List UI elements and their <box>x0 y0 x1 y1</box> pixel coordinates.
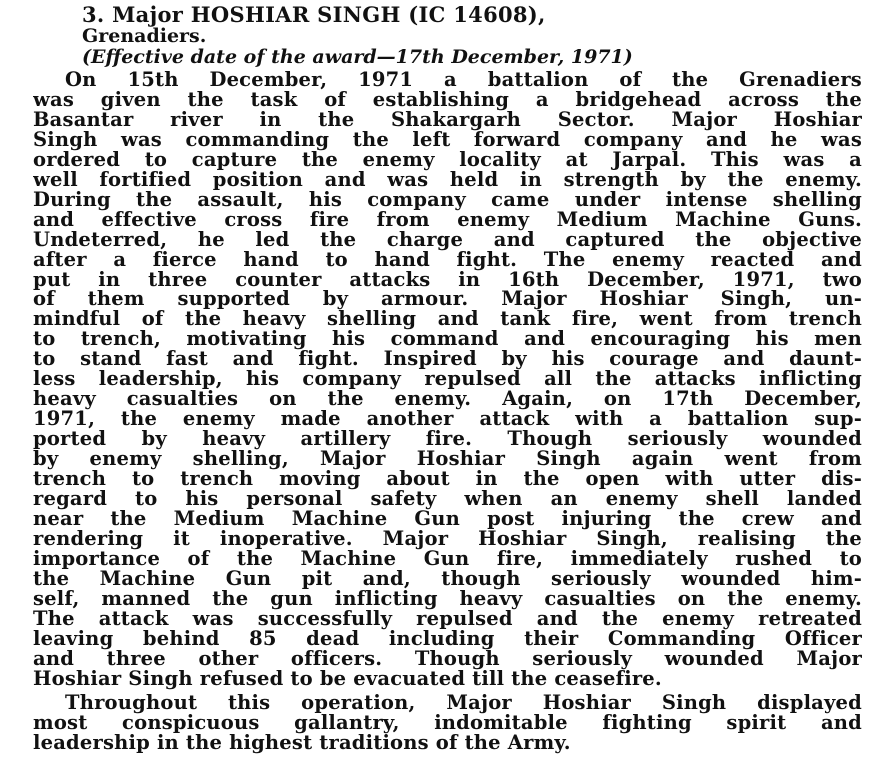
text-line: On 15th December, 1971 a battalion of the Grenadiers <box>65 70 862 91</box>
effective-date: (Effective date of the award—17th December, 1971) <box>82 46 633 68</box>
text-line: ported by heavy artillery fire. Though seriously wounded <box>33 429 862 450</box>
text-line: less leadership, his company repulsed all the attacks inflicting <box>33 369 862 390</box>
text-line: During the assault, his company came under intense shelling <box>33 190 862 211</box>
text-line: Throughout this operation, Major Hoshiar Singh displayed <box>65 693 862 714</box>
text-line: well fortified position and was held in strength by the enemy. <box>33 170 862 191</box>
text-line: to stand fast and fight. Inspired by his courage and daunt- <box>33 349 862 370</box>
text-line: 1971, the enemy made another attack with a battalion sup- <box>33 409 862 430</box>
text-line: near the Medium Machine Gun post injuring the crew and <box>33 509 862 530</box>
text-line: rendering it inoperative. Major Hoshiar Singh, realising the <box>33 529 862 550</box>
text-line: to trench, motivating his command and encouraging his men <box>33 329 862 350</box>
text-line: Basantar river in the Shakargarh Sector. Major Hoshiar <box>33 110 862 131</box>
text-line: leadership in the highest traditions of the Army. <box>33 733 571 754</box>
text-line: The attack was successfully repulsed and the enemy retreated <box>33 609 862 630</box>
text-line: Undeterred, he led the charge and captured the objective <box>33 230 862 251</box>
text-line: by enemy shelling, Major Hoshiar Singh again went from <box>33 449 862 470</box>
text-line: and effective cross fire from enemy Medium Machine Guns. <box>33 210 862 231</box>
citation-title: 3. Major HOSHIAR SINGH (IC 14608), <box>82 2 546 27</box>
text-line: most conspicuous gallantry, indomitable fighting spirit and <box>33 713 862 734</box>
text-line: regard to his personal safety when an enemy shell landed <box>33 489 862 510</box>
regiment-name: Grenadiers. <box>82 25 207 47</box>
text-line: Singh was commanding the left forward company and he was <box>33 130 862 151</box>
text-line: Hoshiar Singh refused to be evacuated till the ceasefire. <box>33 669 662 690</box>
text-line: of them supported by armour. Major Hoshiar Singh, un- <box>33 289 862 310</box>
text-line: self, manned the gun inflicting heavy casualties on the enemy. <box>33 589 862 610</box>
text-line: the Machine Gun pit and, though seriously wounded him- <box>33 569 862 590</box>
text-line: trench to trench moving about in the open with utter dis- <box>33 469 862 490</box>
text-line: and three other officers. Though seriously wounded Major <box>33 649 862 670</box>
text-line: mindful of the heavy shelling and tank fire, went from trench <box>33 309 862 330</box>
text-line: after a fierce hand to hand fight. The enemy reacted and <box>33 250 862 271</box>
text-line: put in three counter attacks in 16th December, 1971, two <box>33 270 862 291</box>
text-line: leaving behind 85 dead including their Commanding Officer <box>33 629 862 650</box>
text-line: ordered to capture the enemy locality at Jarpal. This was a <box>33 150 862 171</box>
text-line: heavy casualties on the enemy. Again, on 17th December, <box>33 389 862 410</box>
text-line: importance of the Machine Gun fire, immediately rushed to <box>33 549 862 570</box>
text-line: was given the task of establishing a bridgehead across the <box>33 90 862 111</box>
